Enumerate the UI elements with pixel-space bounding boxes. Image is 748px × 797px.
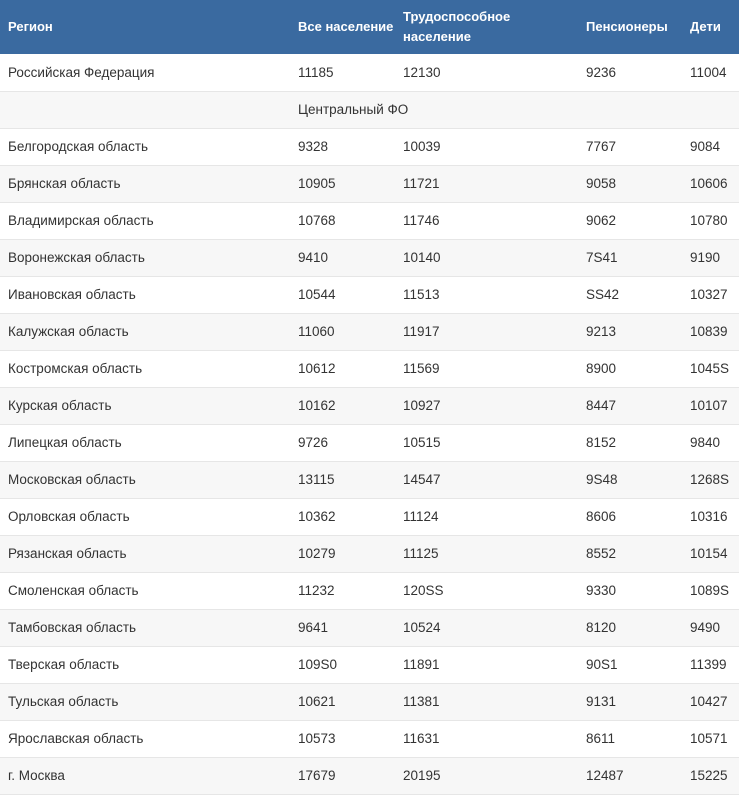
cell-working: 20195 — [395, 757, 578, 794]
section-row — [0, 91, 739, 128]
header-row — [0, 0, 739, 54]
cell-children: 15225 — [682, 757, 739, 794]
cell-pensioners: 9058 — [578, 165, 682, 202]
table-header — [0, 0, 739, 54]
header-region: Регион — [0, 0, 290, 54]
cell-all: 9641 — [290, 609, 395, 646]
cell-children: 10154 — [682, 535, 739, 572]
cell-region: Московская область — [0, 461, 290, 498]
cell-all: 11232 — [290, 572, 395, 609]
cell-working: 120SS — [395, 572, 578, 609]
cell-region: Ярославская область — [0, 720, 290, 757]
cell-region: Рязанская область — [0, 535, 290, 572]
cell-working: 11513 — [395, 276, 578, 313]
cell-working: 10039 — [395, 128, 578, 165]
cell-working: 10515 — [395, 424, 578, 461]
summary-row — [0, 54, 739, 91]
cell-region: Белгородская область — [0, 128, 290, 165]
table-row — [0, 757, 739, 794]
cell-all: 10621 — [290, 683, 395, 720]
cell-children: 9840 — [682, 424, 739, 461]
cell-region: Костромская область — [0, 350, 290, 387]
cell-children: 11399 — [682, 646, 739, 683]
cell-pensioners: 9213 — [578, 313, 682, 350]
cell-children: 10107 — [682, 387, 739, 424]
cell-all: 10162 — [290, 387, 395, 424]
cell-region: Российская Федерация — [0, 54, 290, 91]
cell-region: г. Москва — [0, 757, 290, 794]
cell-pensioners: 7767 — [578, 128, 682, 165]
table-row — [0, 461, 739, 498]
table-row — [0, 720, 739, 757]
cell-working: 11917 — [395, 313, 578, 350]
table-row — [0, 424, 739, 461]
cell-all: 13115 — [290, 461, 395, 498]
cell-pensioners: 9131 — [578, 683, 682, 720]
cell-region: Липецкая область — [0, 424, 290, 461]
table-row — [0, 572, 739, 609]
cell-all: 11060 — [290, 313, 395, 350]
cell-working: 11124 — [395, 498, 578, 535]
cell-all: 11185 — [290, 54, 395, 91]
section-spacer — [0, 91, 290, 128]
cell-children: 9084 — [682, 128, 739, 165]
cell-children: 10780 — [682, 202, 739, 239]
cell-all: 9726 — [290, 424, 395, 461]
cell-working: 11381 — [395, 683, 578, 720]
cell-pensioners: 12487 — [578, 757, 682, 794]
header-pensioners: Пенсионеры — [578, 0, 682, 54]
cell-all: 10279 — [290, 535, 395, 572]
cell-pensioners: 8900 — [578, 350, 682, 387]
cell-working: 11721 — [395, 165, 578, 202]
cell-children: 10427 — [682, 683, 739, 720]
table-row — [0, 239, 739, 276]
cell-region: Ивановская область — [0, 276, 290, 313]
cell-region: Тульская область — [0, 683, 290, 720]
cell-all: 109S0 — [290, 646, 395, 683]
cell-all: 17679 — [290, 757, 395, 794]
cell-children: 1268S — [682, 461, 739, 498]
cell-working: 10927 — [395, 387, 578, 424]
cell-pensioners: SS42 — [578, 276, 682, 313]
cell-all: 10544 — [290, 276, 395, 313]
cell-region: Курская область — [0, 387, 290, 424]
cell-children: 10316 — [682, 498, 739, 535]
table-row — [0, 313, 739, 350]
cell-pensioners: 8152 — [578, 424, 682, 461]
cell-pensioners: 8611 — [578, 720, 682, 757]
cell-region: Орловская область — [0, 498, 290, 535]
table-row — [0, 609, 739, 646]
cell-working: 10140 — [395, 239, 578, 276]
section-label: Центральный ФО — [290, 91, 739, 128]
cell-region: Владимирская область — [0, 202, 290, 239]
cell-working: 11569 — [395, 350, 578, 387]
cell-working: 11746 — [395, 202, 578, 239]
table-row — [0, 535, 739, 572]
cell-pensioners: 90S1 — [578, 646, 682, 683]
cell-pensioners: 8447 — [578, 387, 682, 424]
header-all-population: Все население — [290, 0, 395, 54]
table-row — [0, 683, 739, 720]
header-children: Дети — [682, 0, 739, 54]
cell-region: Воронежская область — [0, 239, 290, 276]
cell-pensioners: 9330 — [578, 572, 682, 609]
cell-region: Калужская область — [0, 313, 290, 350]
cell-working: 11125 — [395, 535, 578, 572]
cell-all: 10362 — [290, 498, 395, 535]
cell-working: 10524 — [395, 609, 578, 646]
cell-children: 10327 — [682, 276, 739, 313]
cell-all: 9410 — [290, 239, 395, 276]
cell-region: Смоленская область — [0, 572, 290, 609]
cell-working: 11631 — [395, 720, 578, 757]
cell-children: 10606 — [682, 165, 739, 202]
cell-working: 12130 — [395, 54, 578, 91]
cell-pensioners: 8552 — [578, 535, 682, 572]
table-row — [0, 276, 739, 313]
cell-pensioners: 8606 — [578, 498, 682, 535]
cell-children: 11004 — [682, 54, 739, 91]
cell-children: 1045S — [682, 350, 739, 387]
cell-all: 10905 — [290, 165, 395, 202]
cell-all: 9328 — [290, 128, 395, 165]
header-working-population: Трудоспособное население — [395, 0, 578, 54]
cell-children: 1089S — [682, 572, 739, 609]
table-body — [0, 54, 739, 794]
cell-all: 10573 — [290, 720, 395, 757]
table-row — [0, 128, 739, 165]
table-row — [0, 498, 739, 535]
cell-region: Брянская область — [0, 165, 290, 202]
table-row — [0, 350, 739, 387]
table-row — [0, 202, 739, 239]
cell-region: Тверская область — [0, 646, 290, 683]
cell-region: Тамбовская область — [0, 609, 290, 646]
cell-working: 11891 — [395, 646, 578, 683]
cell-all: 10612 — [290, 350, 395, 387]
cell-children: 9490 — [682, 609, 739, 646]
table-row — [0, 165, 739, 202]
cell-pensioners: 9062 — [578, 202, 682, 239]
cell-pensioners: 9236 — [578, 54, 682, 91]
cell-pensioners: 7S41 — [578, 239, 682, 276]
cell-working: 14547 — [395, 461, 578, 498]
cell-children: 10839 — [682, 313, 739, 350]
cell-children: 10571 — [682, 720, 739, 757]
table-row — [0, 646, 739, 683]
table-row — [0, 387, 739, 424]
cell-pensioners: 9S48 — [578, 461, 682, 498]
cell-children: 9190 — [682, 239, 739, 276]
cell-pensioners: 8120 — [578, 609, 682, 646]
cell-all: 10768 — [290, 202, 395, 239]
